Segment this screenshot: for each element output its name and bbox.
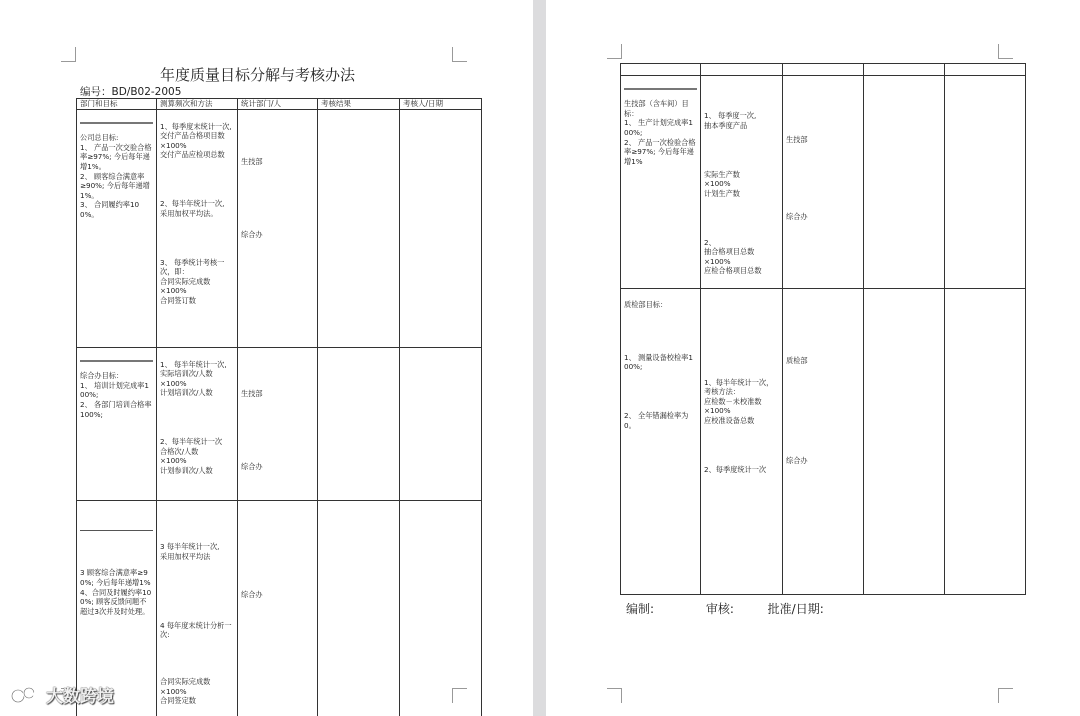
method-text: 1、 每季度一次, 抽本季度产品 <box>704 111 757 130</box>
stat-dept-text: 综合办 <box>241 461 263 471</box>
stat-dept-cell <box>238 348 318 501</box>
qc-target-title: 质检部目标： <box>624 300 668 310</box>
margin-corner-mark <box>452 47 467 62</box>
assessor-cell <box>945 288 1026 594</box>
stat-dept-text: 综合办 <box>786 456 808 466</box>
method-text: 1、每半年统计一次，考核方法： 应检数－未校准数 ×100% 应校准设备总数 <box>704 377 774 426</box>
company-target-text: 公司总目标: 1、 产品一次交验合格率≥97%; 今后每年递增1%。 2、 顾客综合满意率 ≥90%; 今后每年递增1%。 3、 合同履约率100%。 <box>80 133 152 219</box>
header-method: 测算频次和方法 <box>157 99 238 110</box>
header-stat-dept: 统计部门/人 <box>238 99 318 110</box>
method-cell <box>701 288 783 594</box>
target-cell <box>77 110 157 348</box>
signature-footer <box>626 600 824 617</box>
margin-corner-mark <box>607 688 622 703</box>
cell-separator <box>624 88 697 90</box>
result-cell <box>318 110 400 348</box>
method-cell <box>701 76 783 289</box>
stat-dept-text: 综合办 <box>786 211 808 221</box>
table-row <box>621 76 1026 289</box>
page-gutter <box>533 0 546 716</box>
stat-dept-text: 综合办 <box>241 229 263 239</box>
document-code: 编号：BD/B02-2005 <box>80 86 182 98</box>
assessor-cell <box>400 348 482 501</box>
table-header-row <box>77 99 482 110</box>
header-assessor-date: 考核人/日期 <box>400 99 482 110</box>
method-text: 3 每半年统计一次, 采用加权平均法 <box>160 542 220 561</box>
document-page-1 <box>0 0 533 716</box>
stat-dept-text: 综合办 <box>241 590 263 600</box>
target-cell <box>77 348 157 501</box>
method-text: 2、 抽合格项目总数 ×100% 应检合格项目总数 <box>704 237 762 276</box>
assessor-cell <box>945 76 1026 289</box>
assessor-cell <box>400 501 482 716</box>
stat-dept-cell <box>238 501 318 716</box>
result-cell <box>864 76 945 289</box>
assessor-cell <box>400 110 482 348</box>
watermark-text: 大数跨境 <box>46 687 114 707</box>
margin-corner-mark <box>607 44 622 59</box>
result-cell <box>318 501 400 716</box>
stat-dept-text: 生技部 <box>241 157 263 167</box>
stat-dept-text: 生技部 <box>786 135 808 145</box>
method-text: 4 每年度末统计分析一次: <box>160 620 232 640</box>
watermark-logo-icon <box>10 685 42 710</box>
method-text: 3、 每季统计考核一次，即： 合同实际完成数 ×100% 合同签订数 <box>160 257 225 305</box>
document-title: 年度质量目标分解与考核办法 <box>160 66 356 84</box>
office-target-text: 综合办目标： 1、 培训计划完成率100%; 2、 各部门培训合格率100%; <box>80 371 152 419</box>
method-text: 实际生产数 ×100% 计划生产数 <box>704 169 740 198</box>
method-cell <box>157 348 238 501</box>
method-text: 2、每半年统计一次, 采用加权平均法。 <box>160 199 225 218</box>
table-header-row <box>621 64 1026 76</box>
office-target-text: 3 顾客综合满意率≥90%; 今后每年递增1% 4、合同及时履约率100%; 顾客反馈问题不超过3次并及时处理。 <box>80 568 152 616</box>
cell-separator <box>80 530 153 531</box>
qc-target-text: 1、 测量设备校检率100%; <box>624 352 693 372</box>
method-text: 1、 每半年统计一次, 实际培训次/人数 ×100% 计划培训次/人数 <box>160 359 227 398</box>
table-row <box>77 501 482 716</box>
empty-header-cell <box>945 64 1026 76</box>
watermark <box>10 682 114 710</box>
header-result: 考核结果 <box>318 99 400 110</box>
margin-corner-mark <box>61 47 76 62</box>
method-text: 2、每半年统计一次 合格次/人数 ×100% 计划参训次/人数 <box>160 437 223 475</box>
result-cell <box>318 348 400 501</box>
result-cell <box>864 288 945 594</box>
production-target-text: 生技部（含车间）目标： 1、 生产计划完成率100%; 2、 产品一次检验合格率≥97%; 今后每年递增1% <box>624 99 696 166</box>
table-row <box>77 348 482 501</box>
target-cell <box>621 288 701 594</box>
method-text: 合同实际完成数 ×100% 合同签定数 <box>160 676 211 706</box>
header-department-target: 部门和目标 <box>77 99 157 110</box>
cell-separator <box>80 122 153 124</box>
empty-header-cell <box>783 64 864 76</box>
reviewed-label: 审核: <box>705 602 734 616</box>
margin-corner-mark <box>998 44 1013 59</box>
prepared-label: 编制: <box>626 602 655 616</box>
stat-dept-cell <box>783 76 864 289</box>
qc-target-text: 2、 全年错漏检率为0。 <box>624 411 689 430</box>
method-cell <box>157 110 238 348</box>
table-row <box>621 288 1026 594</box>
margin-corner-mark <box>998 688 1013 703</box>
cell-separator <box>80 360 153 362</box>
stat-dept-text: 质检部 <box>786 355 808 365</box>
empty-header-cell <box>701 64 783 76</box>
stat-dept-text: 生技部 <box>241 389 263 399</box>
assessment-table-page-1 <box>76 98 482 716</box>
method-text: 2、每季度统计一次 <box>704 464 767 474</box>
approved-label: 批准/日期: <box>767 602 824 616</box>
empty-header-cell <box>864 64 945 76</box>
assessment-table-page-2 <box>620 63 1026 595</box>
stat-dept-cell <box>783 288 864 594</box>
method-text: 1、每季度末统计一次, 交付产品合格项目数 ×100% 交付产品应检项总数 <box>160 121 232 160</box>
stat-dept-cell <box>238 110 318 348</box>
target-cell <box>621 76 701 289</box>
table-row <box>77 110 482 348</box>
empty-header-cell <box>621 64 701 76</box>
method-cell <box>157 501 238 716</box>
